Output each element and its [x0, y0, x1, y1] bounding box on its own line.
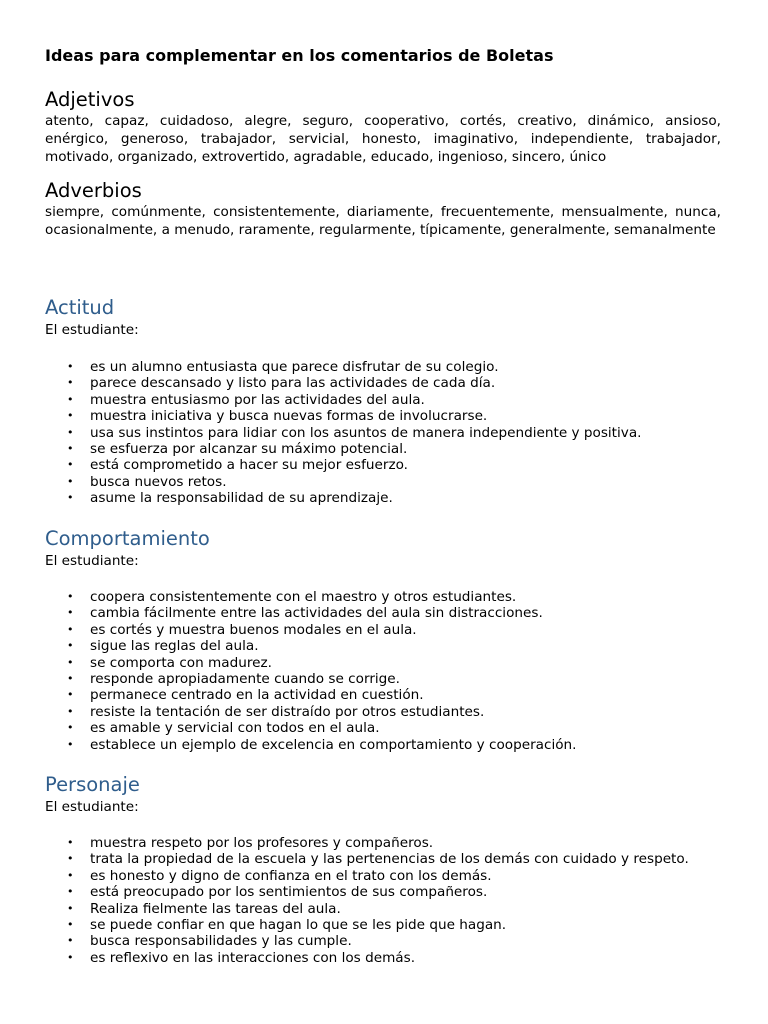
list-item: [45, 457, 641, 473]
bullet-icon: •: [67, 441, 74, 455]
bullet-icon: •: [67, 639, 74, 653]
bullet-icon: •: [67, 491, 74, 505]
list-item-text: cambia fácilmente entre las actividades del aula sin distracciones.: [90, 605, 543, 622]
list-item-text: es reflexivo en las interacciones con los demás.: [90, 949, 416, 966]
list-item: [45, 441, 641, 457]
list-item-text: muestra entusiasmo por las actividades del aula.: [90, 391, 425, 408]
bullet-icon: •: [67, 392, 74, 406]
comportamiento-heading: Comportamiento: [45, 527, 210, 550]
list-item-text: sigue las reglas del aula.: [90, 638, 259, 655]
bullet-icon: •: [67, 655, 74, 669]
bullet-icon: •: [67, 901, 74, 915]
list-item-text: Realiza fielmente las tareas del aula.: [90, 900, 341, 917]
list-item: [45, 933, 689, 949]
list-item: [45, 474, 641, 490]
list-item: [45, 392, 641, 408]
bullet-icon: •: [67, 376, 74, 390]
list-item: [45, 359, 641, 375]
list-item: [45, 375, 641, 391]
list-item: [45, 884, 689, 900]
adjetivos-text: atento, capaz, cuidadoso, alegre, seguro, cooperativo, cortés, creativo, dinámico, ansioso, enérgico, generoso, trabajador, servicial, honesto, imaginativo, independiente, trabajador, motivado, organizado, extrovertido, agradable, educado, ingenioso, sincero, único: [45, 113, 721, 165]
list-item-text: asume la responsabilidad de su aprendizaje.: [90, 490, 393, 507]
list-item-text: es honesto y digno de confianza en el trato con los demás.: [90, 867, 492, 884]
bullet-icon: •: [67, 917, 74, 931]
list-item-text: muestra respeto por los profesores y compañeros.: [90, 835, 434, 851]
adverbios-heading: Adverbios: [45, 179, 142, 202]
list-item-text: es un alumno entusiasta que parece disfrutar de su colegio.: [90, 359, 499, 375]
list-item: [45, 589, 577, 605]
list-item-text: usa sus instintos para lidiar con los asuntos de manera independiente y positiva.: [90, 424, 642, 441]
list-item-text: es cortés y muestra buenos modales en el aula.: [90, 621, 417, 638]
adjetivos-heading: Adjetivos: [45, 88, 135, 111]
bullet-icon: •: [67, 836, 74, 849]
bullet-icon: •: [67, 360, 74, 373]
list-item: [45, 605, 577, 621]
list-item-text: busca responsabilidades y las cumple.: [90, 933, 352, 950]
list-item: [45, 671, 577, 687]
bullet-icon: •: [67, 868, 74, 882]
list-item: [45, 655, 577, 671]
actitud-list: [45, 359, 641, 507]
list-item: [45, 851, 689, 867]
personaje-list: [45, 835, 689, 966]
list-item: [45, 901, 689, 917]
actitud-lead: El estudiante:: [45, 322, 139, 338]
bullet-icon: •: [67, 704, 74, 718]
list-item: [45, 917, 689, 933]
bullet-icon: •: [67, 409, 74, 423]
list-item-text: está preocupado por los sentimientos de sus compañeros.: [90, 884, 488, 901]
list-item-text: está comprometido a hacer su mejor esfuerzo.: [90, 457, 408, 474]
adverbios-text: siempre, comúnmente, consistentemente, diariamente, frecuentemente, mensualmente, nunca, ocasionalmente, a menudo, raramente, regularmente, típicamente, generalmente, semanalmente: [45, 204, 721, 238]
personaje-lead: El estudiante:: [45, 799, 139, 815]
bullet-icon: •: [67, 671, 74, 685]
list-item: [45, 638, 577, 654]
list-item-text: parece descansado y listo para las actividades de cada día.: [90, 375, 496, 392]
bullet-icon: •: [67, 590, 74, 603]
bullet-icon: •: [67, 474, 74, 488]
bullet-icon: •: [67, 622, 74, 636]
document-title: Ideas para complementar en los comentarios de Boletas: [45, 46, 554, 65]
list-item: [45, 425, 641, 441]
bullet-icon: •: [67, 852, 74, 866]
list-item: [45, 704, 577, 720]
list-item: [45, 490, 641, 506]
bullet-icon: •: [67, 950, 74, 964]
bullet-icon: •: [67, 885, 74, 899]
list-item-text: se comporta con madurez.: [90, 654, 272, 671]
list-item-text: responde apropiadamente cuando se corrige.: [90, 670, 400, 687]
list-item-text: busca nuevos retos.: [90, 473, 227, 490]
list-item-text: permanece centrado en la actividad en cuestión.: [90, 687, 424, 704]
list-item: [45, 737, 577, 753]
list-item: [45, 835, 689, 851]
bullet-icon: •: [67, 425, 74, 439]
comportamiento-list: [45, 589, 577, 753]
list-item-text: se esfuerza por alcanzar su máximo potencial.: [90, 440, 408, 457]
list-item: [45, 408, 641, 424]
personaje-heading: Personaje: [45, 773, 140, 796]
list-item: [45, 868, 689, 884]
bullet-icon: •: [67, 737, 74, 751]
actitud-heading: Actitud: [45, 296, 115, 319]
bullet-icon: •: [67, 606, 74, 620]
list-item: [45, 950, 689, 966]
list-item-text: muestra iniciativa y busca nuevas formas de involucrarse.: [90, 408, 488, 425]
list-item-text: coopera consistentemente con el maestro y otros estudiantes.: [90, 589, 517, 605]
list-item: [45, 720, 577, 736]
list-item-text: se puede confiar en que hagan lo que se les pide que hagan.: [90, 916, 507, 933]
list-item-text: resiste la tentación de ser distraído por otros estudiantes.: [90, 703, 485, 720]
bullet-icon: •: [67, 721, 74, 735]
bullet-icon: •: [67, 688, 74, 702]
list-item-text: establece un ejemplo de excelencia en comportamiento y cooperación.: [90, 736, 577, 753]
bullet-icon: •: [67, 934, 74, 948]
list-item-text: es amable y servicial con todos en el aula.: [90, 720, 380, 737]
list-item-text: trata la propiedad de la escuela y las pertenencias de los demás con cuidado y respeto.: [90, 851, 689, 868]
bullet-icon: •: [67, 458, 74, 472]
comportamiento-lead: El estudiante:: [45, 553, 139, 569]
list-item: [45, 622, 577, 638]
list-item: [45, 687, 577, 703]
